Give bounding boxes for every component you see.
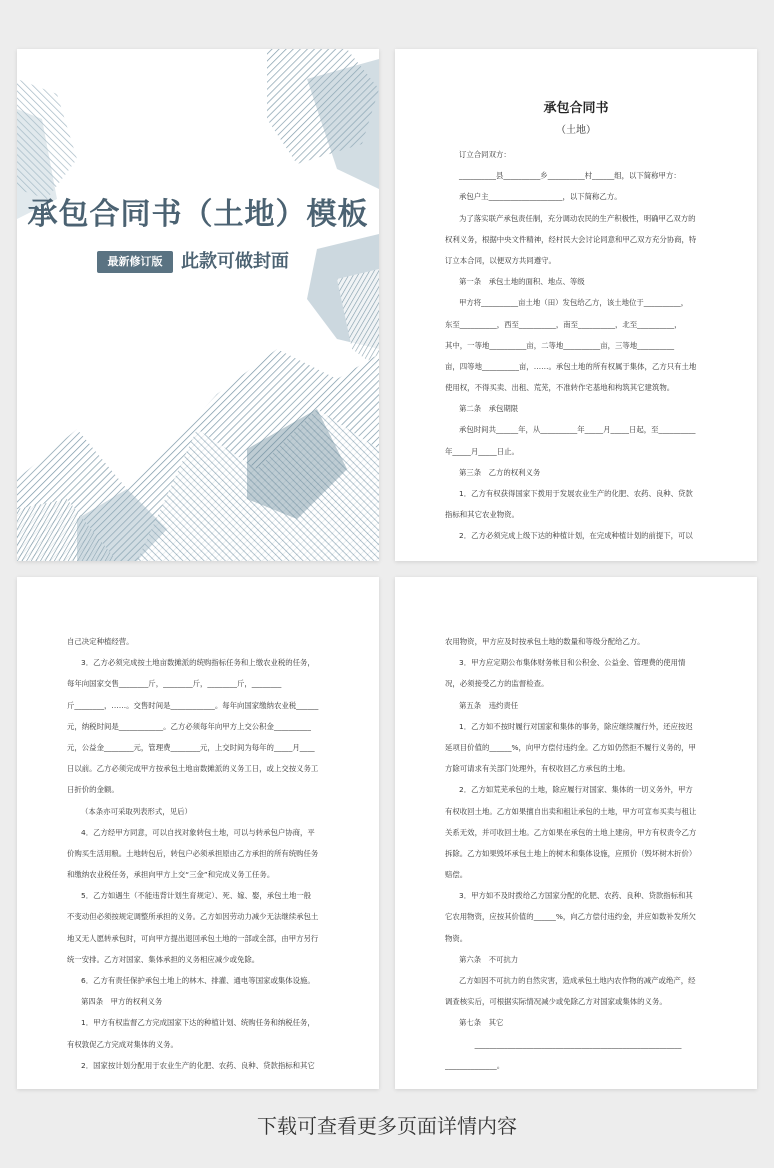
paragraph-line: 和缴纳农业税任务，承担向甲方上交“三金”和完成义务工任务。 — [67, 870, 275, 880]
paragraph-line: 第五条 违约责任 — [459, 700, 519, 710]
paragraph-line: 2．国家按计划分配用于农业生产的化肥、农药、良种、贷款指标和其它 — [81, 1060, 315, 1070]
paragraph-line: 第一条 承包土地的面积、地点、等级 — [459, 277, 585, 287]
paragraph-line: 3．甲方应定期公布集体财务帐目和公积金、公益金、管理费的使用情 — [459, 658, 686, 668]
document-body — [445, 144, 709, 547]
paragraph-line: 斤________，……。交售时间是____________。每年向国家缴纳农业税______ — [67, 700, 319, 710]
paragraph-line: 它农用物资，应按其价值的______%，向乙方偿付违约金，并应如数补发所欠 — [445, 912, 696, 922]
paragraph-line: 调查核实后，可根据实际情况减少或免除乙方对国家或集体的义务。 — [445, 997, 667, 1007]
paragraph-line: 每年向国家交售________斤，________斤，________斤，________ — [67, 679, 282, 689]
paragraph-line: 2．乙方必须完成上级下达的种植计划，在完成种植计划的前提下，可以 — [459, 531, 693, 541]
paragraph-line: 东至__________，西至__________，南至__________，北至__________， — [445, 319, 682, 329]
paragraph-line: 甲方将__________亩土地（田）发包给乙方，该土地位于__________， — [459, 298, 689, 308]
paragraph-line: 统一安排。乙方对国家、集体承担的义务相应减少或免除。 — [67, 954, 260, 964]
cover-title: 承包合同书（土地）模板 — [27, 197, 369, 232]
paragraph-line: 关系无效，并可收回土地。乙方如果在承包的土地上建房，甲方有权责令乙方 — [445, 827, 697, 837]
document-title: 承包合同书 — [543, 101, 609, 116]
document-page-3 — [395, 577, 757, 1089]
paragraph-line: 其中，一等地__________亩，二等地__________亩，三等地__________ — [445, 340, 675, 350]
paragraph-line: 延项目价值的______%，向甲方偿付违约金。乙方如仍然拒不履行义务的，甲 — [445, 742, 696, 752]
paragraph-line: ______________。 — [445, 1060, 505, 1070]
paragraph-line: 不变动但必须按规定调整所承担的义务。乙方如因劳动力减少无法继续承包土 — [67, 912, 319, 922]
paragraph-line: 日以前。乙方必须完成甲方按承包土地亩数摊派的义务工日，或上交按义务工 — [67, 764, 319, 774]
paragraph-line: 农用物资，甲方应及时按承包土地的数量和等级分配给乙方。 — [445, 637, 645, 646]
paragraph-line: 第四条 甲方的权利义务 — [81, 997, 163, 1007]
paragraph-line: 日折价的金额。 — [67, 785, 119, 795]
paragraph-line: 况，必须接受乙方的监督检查。 — [445, 679, 549, 689]
paragraph-line: 3．乙方必须完成按土地亩数摊派的统购指标任务和上缴农业税的任务， — [81, 658, 315, 668]
paragraph-line: 亩，四等地__________亩，……。承包土地的所有权属于集体，乙方只有土地 — [445, 361, 697, 371]
cover-subtitle: 此款可做封面 — [181, 251, 289, 272]
paragraph-line: 自己决定种植经营。 — [67, 637, 134, 646]
paragraph-line: 元，纳税时间是____________。乙方必须每年向甲方上交公积金__________ — [67, 721, 311, 731]
paragraph-line: 4．乙方经甲方同意，可以自找对象转包土地，可以与转承包户协商，平 — [81, 827, 315, 837]
edition-badge: 最新修订版 — [97, 251, 173, 273]
paragraph-line: 地又无人愿转承包时，可向甲方提出退回承包土地的一部或全部，由甲方另行 — [67, 933, 319, 943]
paragraph-line: 价购买生活用粮。土地转包后，转包户必须承担原由乙方承担的所有统购任务 — [67, 848, 319, 858]
paragraph-line: 物资。 — [445, 933, 468, 943]
paragraph-line: 1．乙方有权获得国家下拨用于发展农业生产的化肥、农药、良种、贷款 — [459, 489, 693, 498]
paragraph-line: 指标和其它农业物资。 — [445, 510, 519, 520]
paragraph-line: 订立本合同，以便双方共同遵守。 — [445, 255, 556, 265]
paragraph-line: 第六条 不可抗力 — [459, 954, 519, 964]
paragraph-line: 第七条 其它 — [459, 1018, 504, 1028]
paragraph-line: 年_____月_____日止。 — [445, 446, 519, 456]
paragraph-line: 2．乙方如荒芜承包的土地，除应履行对国家、集体的一切义务外，甲方 — [459, 785, 693, 795]
paragraph-line: 元，公益金________元，管理费________元，上交时间为每年的_____月____ — [67, 742, 315, 752]
paragraph-line: 拆除。乙方如果毁坏承包土地上的树木和集体设施，应照价（毁坏树木折价） — [445, 848, 697, 858]
paragraph-line: __________县__________乡__________村______组，以下简称甲方： — [459, 171, 681, 181]
paragraph-line: 乙方如因不可抗力的自然灾害，造成承包土地内农作物的减产或绝产，经 — [459, 976, 696, 985]
paragraph-line: 承包时间共______年，从__________年_____月_____日起，至__________ — [459, 425, 696, 435]
cover-page — [17, 49, 379, 561]
document-body — [67, 631, 331, 1076]
document-page-2 — [17, 577, 379, 1089]
paragraph-line: （本条亦可采取列表形式，见后） — [81, 806, 192, 816]
paragraph-line: 使用权，不得买卖、出租、荒芜，不准转作宅基地和构筑其它建筑物。 — [445, 383, 675, 393]
paragraph-line: 6．乙方有责任保护承包土地上的林木、排灌、通电等国家或集体设施。 — [81, 976, 315, 985]
paragraph-line: 5．乙方如遇生（不能违背计划生育规定）、死、嫁、娶，承包土地一般 — [81, 891, 312, 901]
paragraph-line: 为了落实联产承包责任制，充分调动农民的生产积极性，明确甲乙双方的 — [459, 213, 696, 223]
paragraph-line: 3．甲方如不及时拨给乙方国家分配的化肥、农药、良种、贷款指标和其 — [459, 891, 693, 901]
paragraph-line: 第三条 乙方的权利义务 — [459, 467, 541, 477]
paragraph-line: 第二条 承包期限 — [459, 404, 519, 414]
paragraph-line: 1．乙方如不按时履行对国家和集体的事务，除应继续履行外，还应按迟 — [459, 721, 693, 731]
paragraph-line: 方除可请求有关部门处理外，有权收回乙方承包的土地。 — [445, 764, 630, 774]
cover-geometric-artwork — [17, 49, 379, 561]
footer-caption: 下载可查看更多页面详情内容 — [257, 1114, 517, 1138]
paragraph-line: 权利义务，根据中央文件精神，经村民大会讨论同意和甲乙双方充分协商，特 — [445, 234, 697, 244]
paragraph-line: 1．甲方有权监督乙方完成国家下达的种植计划、统购任务和纳税任务， — [81, 1018, 315, 1028]
paragraph-line: 有权收回土地。乙方如果擅自出卖和租让承包的土地，甲方可宣布买卖与租让 — [445, 806, 697, 816]
document-body — [445, 631, 709, 1076]
paragraph-line: 承包户主____________________，以下简称乙方。 — [459, 192, 622, 202]
document-page-1 — [395, 49, 757, 561]
paragraph-line: 订立合同双方： — [459, 150, 511, 159]
paragraph-line: 有权敦促乙方完成对集体的义务。 — [67, 1039, 178, 1049]
paragraph-line: ________________________________________________________ — [445, 1039, 682, 1049]
document-subtitle: （土地） — [556, 125, 596, 136]
paragraph-line: 赔偿。 — [445, 870, 468, 880]
